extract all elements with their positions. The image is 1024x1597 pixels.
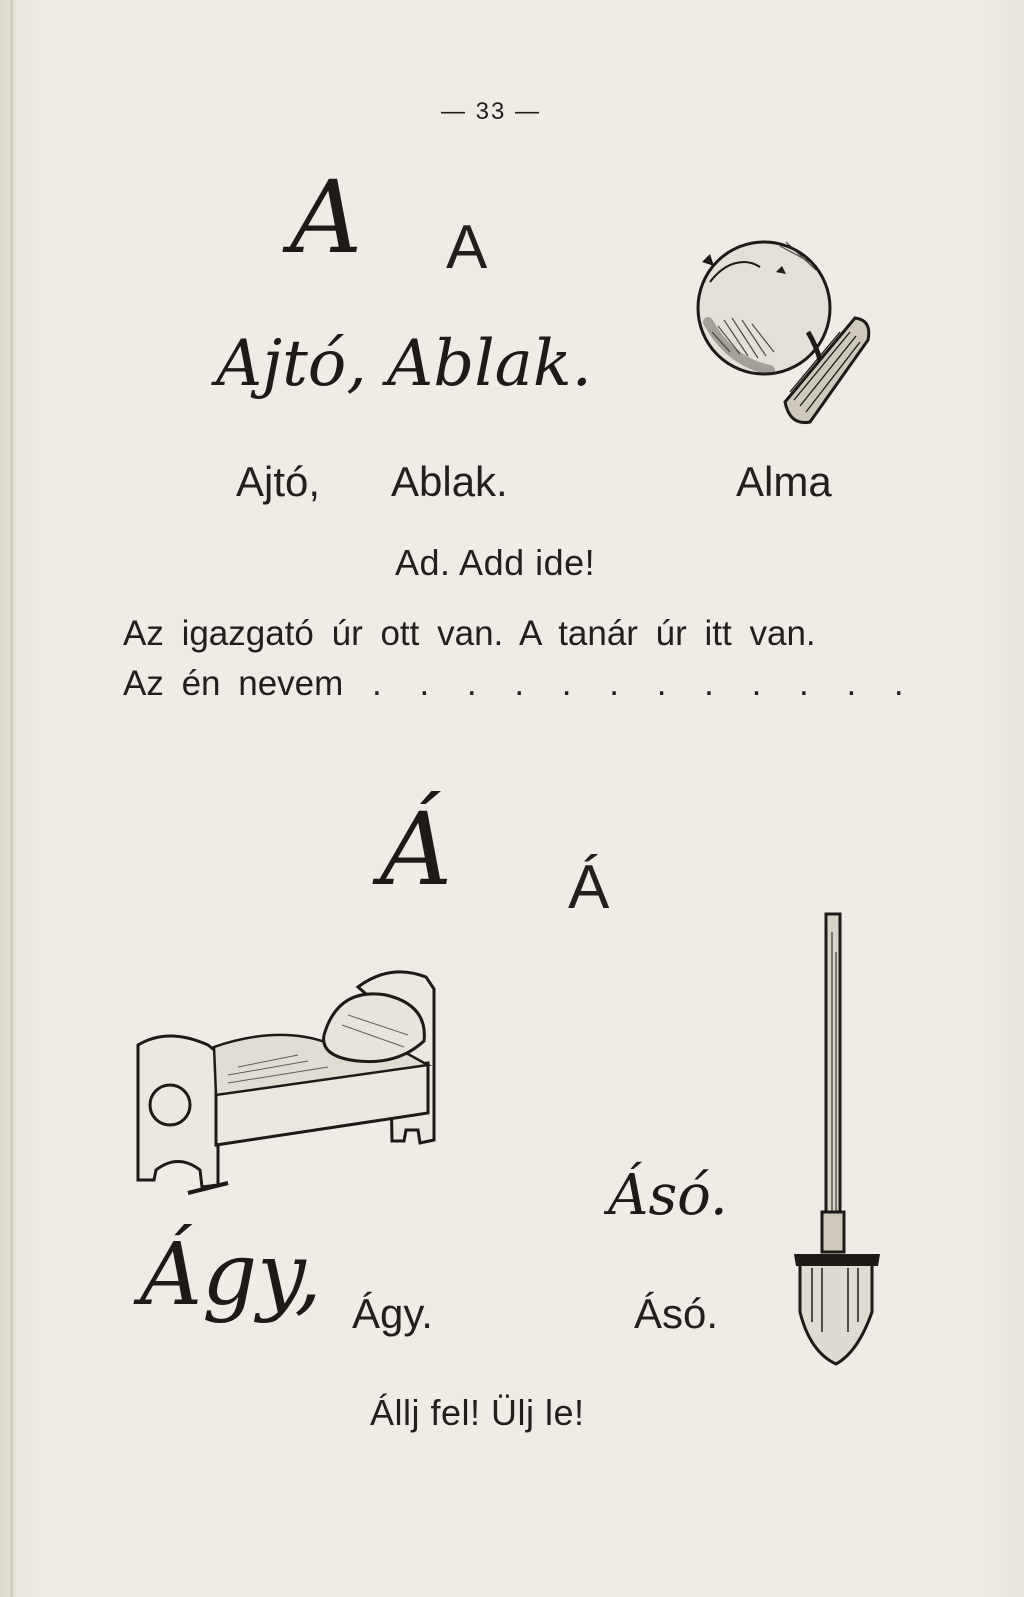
script-words-ajto-ablak: Ajtó, Ablak.	[216, 327, 592, 401]
phrase-allj-fel: Állj fel! Ülj le!	[370, 1392, 585, 1433]
bed-icon	[128, 965, 458, 1205]
print-letter-a: A	[446, 213, 488, 282]
print-word-agy: Ágy.	[352, 1290, 433, 1337]
page-binding-edge	[10, 0, 13, 1597]
print-word-ajto: Ajtó,	[236, 458, 321, 505]
script-word-aso: Ásó.	[608, 1163, 728, 1228]
apple-icon	[690, 222, 880, 432]
print-word-aso: Ásó.	[634, 1290, 719, 1337]
sentence-igazgato: Az igazgató úr ott van. A tanár úr itt van.	[123, 614, 816, 653]
script-letter-a: A	[290, 159, 363, 276]
print-letter-a-acute: Á	[568, 853, 610, 922]
sentence-nevem: Az én nevem	[123, 664, 344, 703]
print-word-ablak: Ablak.	[391, 458, 508, 505]
spade-icon	[792, 912, 892, 1392]
fill-in-dots: . . . . . . . . . . . .	[372, 664, 918, 703]
page-number: — 33 —	[441, 98, 542, 125]
phrase-ad-add-ide: Ad. Add ide!	[395, 542, 596, 583]
picture-label-alma: Alma	[736, 458, 832, 505]
script-letter-a-acute: Á	[380, 791, 453, 908]
script-word-agy: Ágy,	[140, 1225, 322, 1325]
